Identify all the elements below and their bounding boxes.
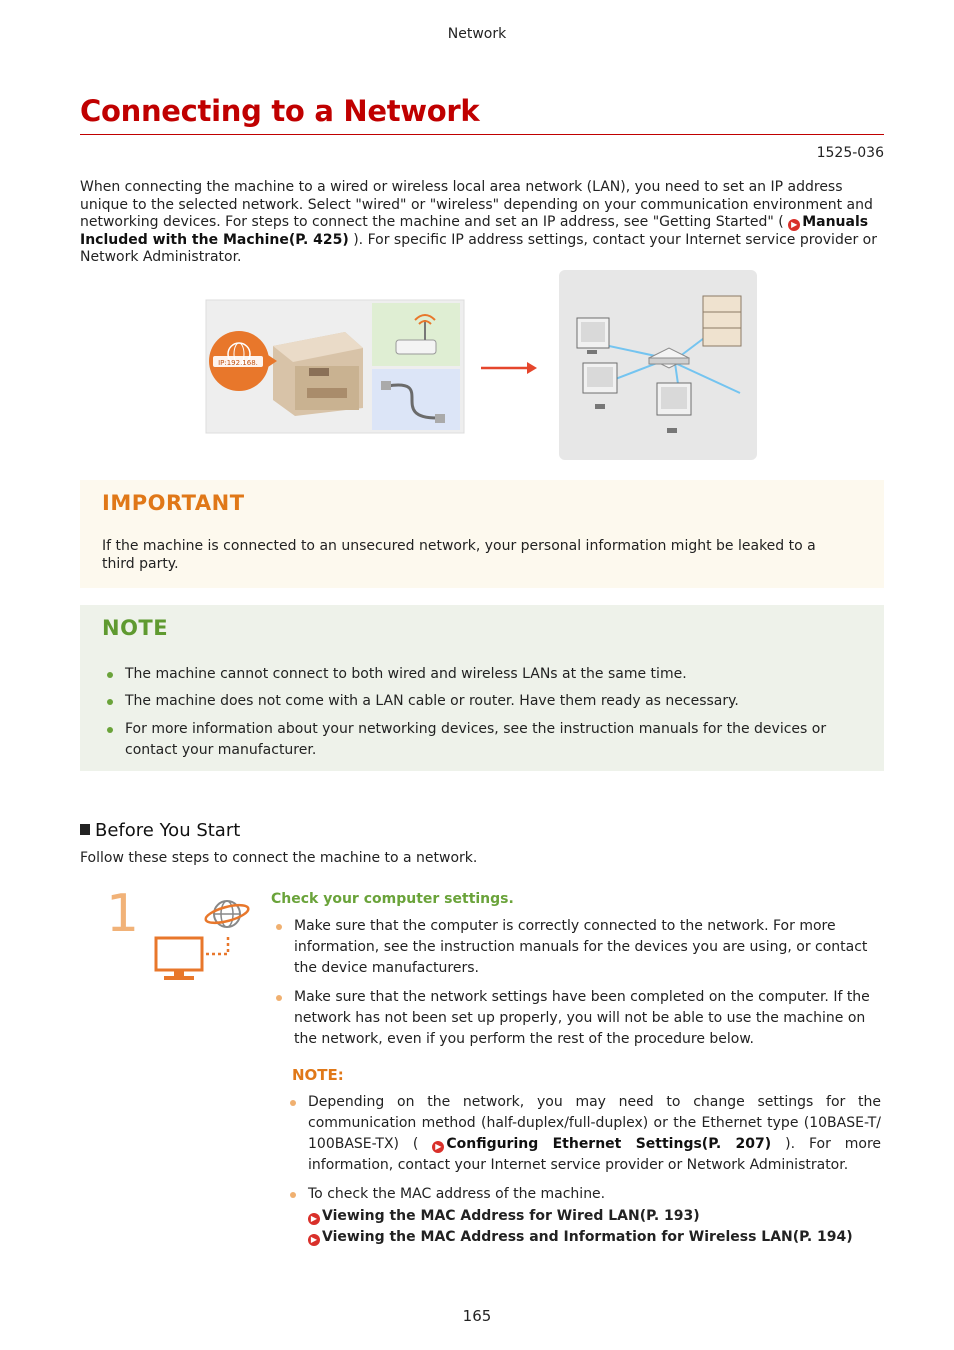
network-connection-illustration [205,268,760,463]
computer-network-icon [150,894,255,986]
ethernet-settings-link[interactable]: Configuring Ethernet Settings(P. 207) [446,1136,772,1152]
important-text: If the machine is connected to an unsecured network, your personal information might be leaked to a third party. [102,538,816,572]
bullet-dot [107,672,113,678]
link-arrow-icon: ▶ [432,1141,444,1153]
manuals-link[interactable]: Manuals Included with the Machine(P. 425) [80,214,869,248]
bullet-dot [290,1192,296,1198]
note-heading: NOTE [102,616,169,640]
cable-panel [372,369,460,430]
printer-icon [273,332,363,416]
running-header: Network [447,26,507,42]
intro-text-1: When connecting the machine to a wired or wireless local area network (LAN), you need to set an IP address unique to the selected network. Select "wired" or "wireless" depending on your communication environment and networking devices. For steps to connect the machine and set an IP address, see "Getting Started" ( [80,179,873,230]
note-item: The machine does not come with a LAN cable or router. Have them ready as necessary. [125,691,865,712]
right-arrow-icon [481,362,537,374]
page-number: 165 [462,1307,492,1325]
connection-dots [206,936,228,954]
globe-icon [204,901,250,927]
link-arrow-icon: ▶ [788,219,800,231]
intro-paragraph [80,179,884,267]
note-item: The machine cannot connect to both wired and wireless LANs at the same time. [125,664,865,685]
section-heading: Before You Start [80,820,240,841]
ip-badge-label: IP:192.168. [218,359,258,367]
important-heading: IMPORTANT [102,491,245,515]
bullet-dot [290,1100,296,1106]
bullet-dot [107,699,113,705]
step-number: 1 [106,884,140,944]
step-note-item: To check the MAC address of the machine. [308,1184,881,1205]
bullet-dot [107,727,113,733]
square-bullet-icon [80,824,90,835]
step-note-heading: NOTE: [292,1066,344,1084]
page-title: Connecting to a Network [80,94,480,128]
document-id: 1525-036 [816,145,884,161]
intro-text-2: ). For specific IP address settings, contact your Internet service provider or Network Administrator. [80,231,877,265]
server-icon [703,296,741,346]
mac-wired-link-line [308,1206,700,1227]
mac-wireless-link-line [308,1227,853,1248]
step-note-item: Depending on the network, you may need to change settings for the communication method (half-duplex/full-duplex) or the Ethernet type (10BASE-T/ 100BASE-TX) ( ▶ Configuring Ethernet Settings(P. 207) ). For more information, contact your Internet service provider or Network Administrator. [308,1092,881,1176]
step-title: Check your computer settings. [271,891,514,907]
mac-wired-link[interactable]: Viewing the MAC Address for Wired LAN(P. 193) [322,1208,700,1224]
bullet-dot [276,924,282,930]
section-intro: Follow these steps to connect the machine to a network. [80,850,478,866]
step-bullet: Make sure that the network settings have been completed on the computer. If the network has not been set up properly, you will not be able to use the machine on the network, even if you perform the rest of the procedure below. [294,987,871,1050]
router-panel [372,303,460,366]
note-item: For more information about your networking devices, see the instruction manuals for the devices or contact your manufacturer. [125,719,865,761]
step-bullet: Make sure that the computer is correctly connected to the network. For more information, see the instruction manuals for the devices you are using, or contact the device manufacturers. [294,916,871,979]
link-arrow-icon: ▶ [308,1213,320,1225]
title-rule [80,134,884,135]
mac-wireless-link[interactable]: Viewing the MAC Address and Information for Wireless LAN(P. 194) [322,1229,853,1245]
monitor-icon [156,938,202,970]
bullet-dot [276,995,282,1001]
link-arrow-icon: ▶ [308,1234,320,1246]
